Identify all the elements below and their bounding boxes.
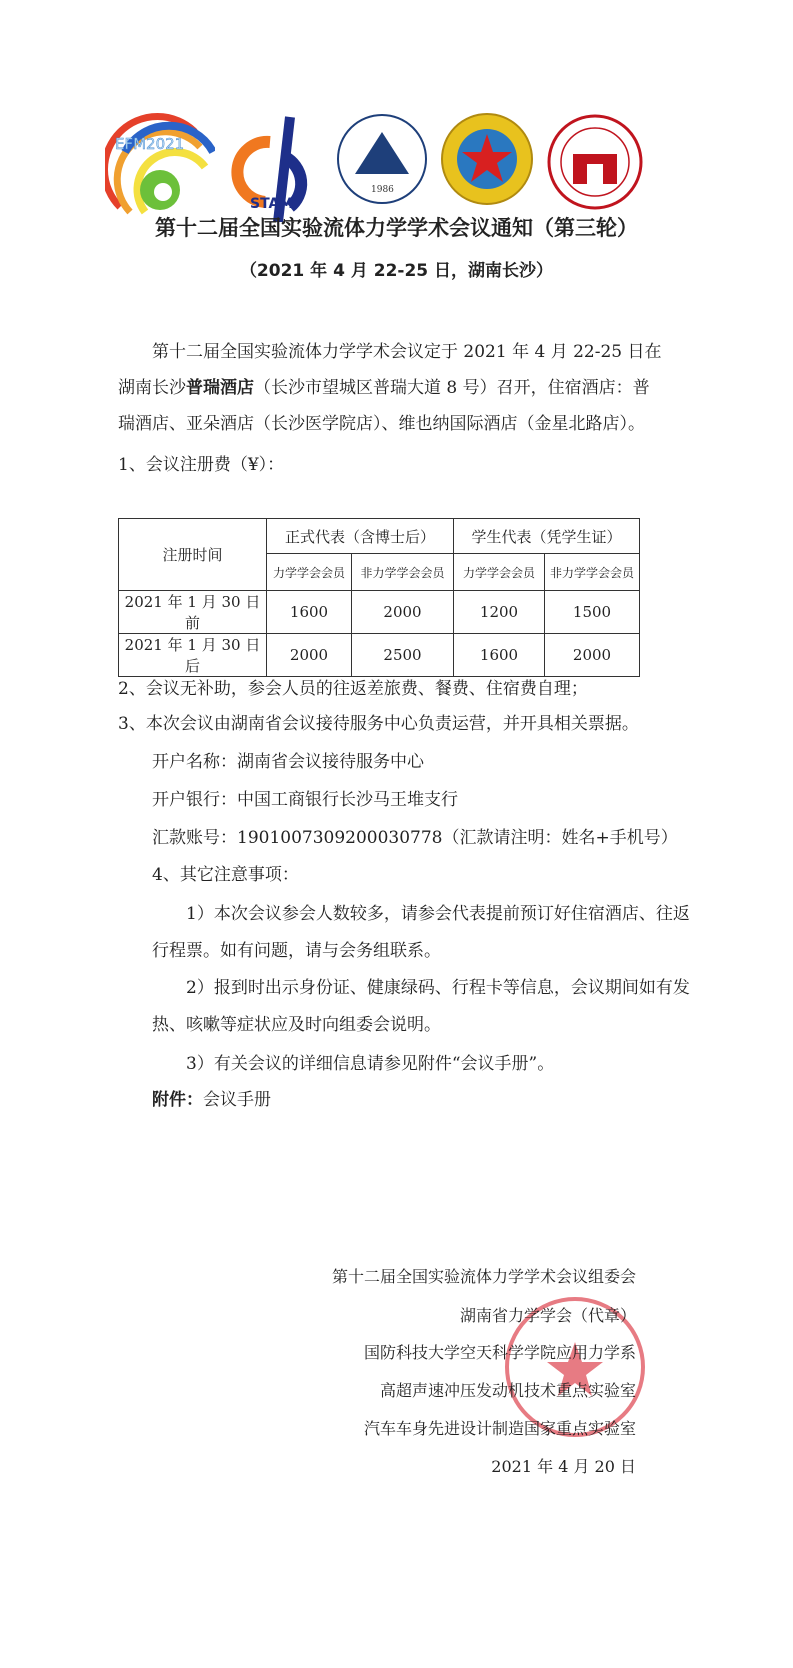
cell: 1500	[545, 591, 640, 634]
attachment	[152, 1090, 271, 1110]
svg-text:1986: 1986	[371, 185, 394, 195]
signature-line: 国防科技大学空天科学学院应用力学系	[363, 1343, 636, 1362]
hunan-university-logo	[545, 112, 645, 212]
cstam-logo	[230, 112, 325, 222]
note-2-cont: 热、咳嗽等症状应及时向组委会说明。	[152, 1015, 441, 1035]
item-2: 2、会议无补助，参会人员的往返差旅费、餐费、住宿费自理；	[118, 679, 588, 699]
item-4: 4、其它注意事项：	[152, 865, 299, 885]
signature-line: 第十二届全国实验流体力学学术会议组委会	[331, 1267, 636, 1286]
note-2: 2）报到时出示身份证、健康绿码、行程卡等信息，会议期间如有发	[186, 978, 690, 998]
intro-line-1: 第十二届全国实验流体力学学术会议定于 2021 年 4 月 22-25 日在	[152, 342, 662, 362]
subheader: 力学学会会员	[267, 554, 352, 591]
nsfc-logo	[335, 112, 430, 207]
cell: 2000	[352, 591, 454, 634]
cell: 2500	[352, 634, 454, 677]
cell: 2000	[267, 634, 352, 677]
note-1-cont: 行程票。如有问题，请与会务组联系。	[152, 941, 441, 961]
intro-text: 湖南长沙	[118, 378, 186, 398]
attachment-value: 会议手册	[203, 1090, 271, 1110]
cell: 1600	[267, 591, 352, 634]
cell-time: 2021 年 1 月 30 日前	[119, 591, 267, 634]
cell: 1200	[454, 591, 545, 634]
subheader: 力学学会会员	[454, 554, 545, 591]
signature-line: 高超声速冲压发动机技术重点实验室	[379, 1381, 636, 1400]
note-1: 1）本次会议参会人数较多，请参会代表提前预订好住宿酒店、往返	[186, 904, 690, 924]
intro-line-3: 瑞酒店、亚朵酒店（长沙医学院店）、维也纳国际酒店（金星北路店）。	[118, 414, 645, 434]
signature-line: 汽车车身先进设计制造国家重点实验室	[363, 1419, 636, 1438]
efm2021-logo	[105, 112, 215, 222]
cell-time: 2021 年 1 月 30 日后	[119, 634, 267, 677]
header-time: 注册时间	[119, 519, 267, 591]
nudt-logo	[440, 112, 535, 207]
signature-date: 2021 年 4 月 20 日	[491, 1457, 636, 1476]
bank-name: 开户银行：中国工商银行长沙马王堆支行	[152, 790, 458, 810]
cell: 2000	[545, 634, 640, 677]
logo-row	[105, 112, 685, 222]
note-3: 3）有关会议的详细信息请参见附件“会议手册”。	[186, 1054, 555, 1074]
table-row	[119, 591, 640, 634]
signature-line: 湖南省力学学会（代章）	[459, 1306, 636, 1325]
intro-line-2	[118, 378, 650, 398]
svg-text:EFM2021: EFM2021	[115, 135, 185, 153]
subheader: 非力学学会会员	[545, 554, 640, 591]
svg-text:STAM: STAM	[250, 196, 294, 212]
subheader: 非力学学会会员	[352, 554, 454, 591]
table-row	[119, 634, 640, 677]
account-name: 开户名称：湖南省会议接待服务中心	[152, 752, 424, 772]
hotel-name: 普瑞酒店	[186, 378, 254, 398]
item-3: 3、本次会议由湖南省会议接待服务中心负责运营，并开具相关票据。	[118, 714, 639, 734]
item-1: 1、会议注册费（¥）：	[118, 455, 285, 475]
account-number: 汇款账号：1901007309200030778（汇款请注明：姓名+手机号）	[152, 828, 678, 848]
header-group: 正式代表（含博士后）	[267, 519, 454, 554]
registration-fee-table	[118, 518, 640, 677]
document-title: 第十二届全国实验流体力学学术会议通知（第三轮）	[155, 216, 638, 240]
document-subtitle: （2021 年 4 月 22-25 日，湖南长沙）	[239, 261, 554, 281]
cell: 1600	[454, 634, 545, 677]
intro-text: （长沙市望城区普瑞大道 8 号）召开，住宿酒店：普	[254, 378, 650, 398]
attachment-label: 附件：	[152, 1090, 203, 1110]
header-group: 学生代表（凭学生证）	[454, 519, 640, 554]
